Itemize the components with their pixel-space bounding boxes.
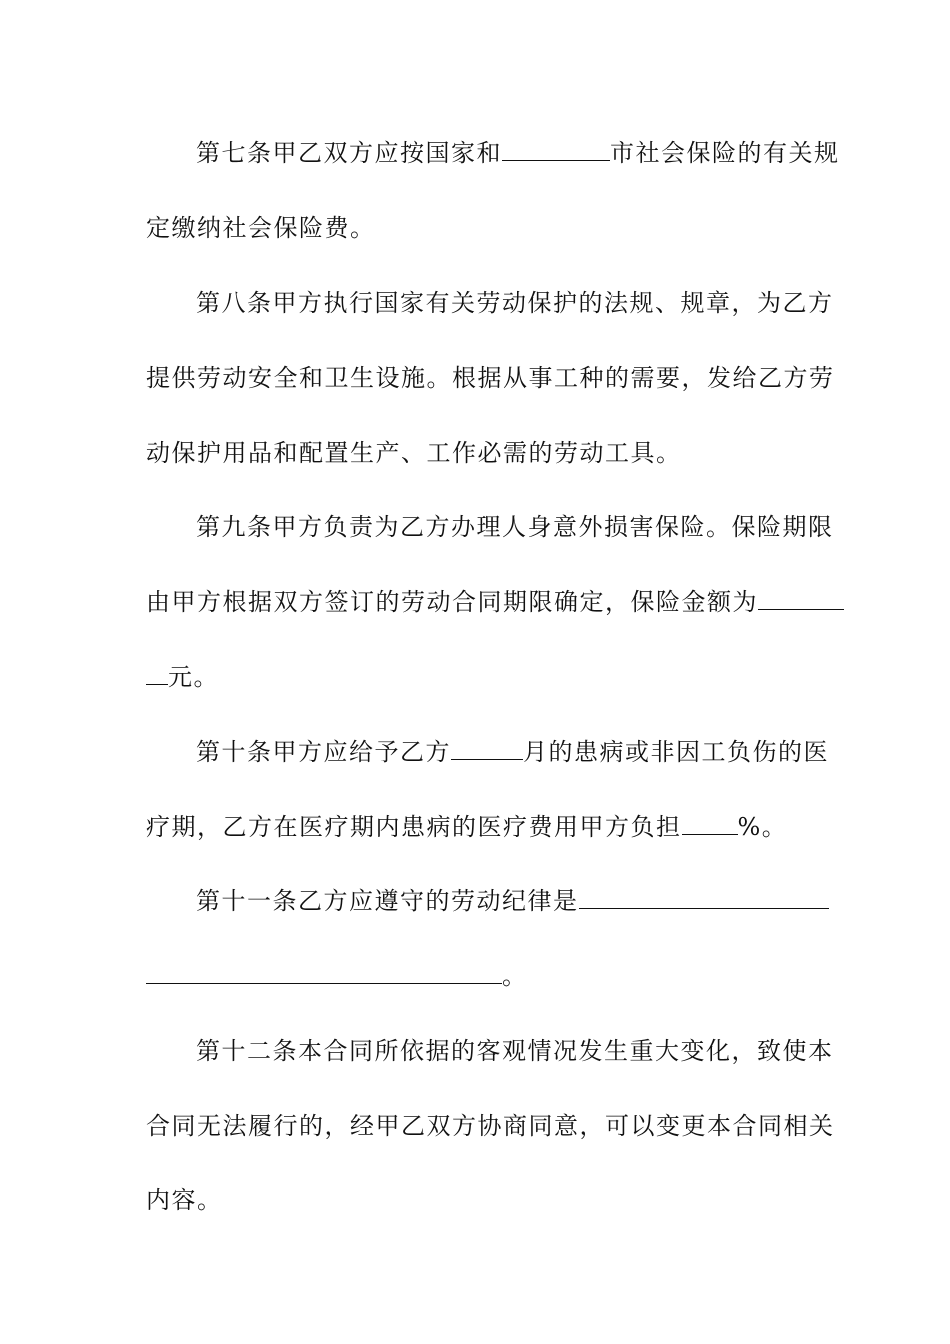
- fill-in-blank: [146, 961, 502, 984]
- article-8-line: [196, 288, 834, 318]
- article-9-line: [146, 662, 808, 692]
- text-segment: 月的患病或非因工负伤的医: [523, 738, 829, 766]
- text-segment: 第八条甲方执行国家有关劳动保护的法规、规章，为乙方: [196, 289, 834, 317]
- text-segment: 市社会保险的有关规: [610, 139, 840, 167]
- text-segment: 第七条甲乙双方应按国家和: [196, 139, 502, 167]
- article-9-line: [146, 587, 808, 617]
- article-12-line: [146, 1185, 808, 1215]
- article-7-line: [146, 213, 808, 243]
- text-segment: 第十二条本合同所依据的客观情况发生重大变化，致使本: [196, 1037, 834, 1065]
- fill-in-blank: [146, 662, 168, 685]
- article-9-line: [196, 512, 834, 542]
- article-12-line: [196, 1036, 834, 1066]
- text-segment: 第十一条乙方应遵守的劳动纪律是: [196, 887, 579, 915]
- text-segment: 内容。: [146, 1186, 223, 1214]
- fill-in-blank: [682, 812, 738, 835]
- fill-in-blank: [758, 587, 844, 610]
- text-segment: 动保护用品和配置生产、工作必需的劳动工具。: [146, 439, 682, 467]
- text-segment: %。: [737, 813, 788, 841]
- text-segment: 元。: [168, 663, 219, 691]
- article-11-line: [196, 886, 808, 916]
- fill-in-blank: [451, 737, 523, 760]
- text-segment: 。: [502, 962, 528, 990]
- article-10-line: [196, 737, 829, 767]
- text-segment: 疗期，乙方在医疗期内患病的医疗费用甲方负担: [146, 813, 682, 841]
- text-segment: 定缴纳社会保险费。: [146, 214, 376, 242]
- text-segment: 第十条甲方应给予乙方: [196, 738, 451, 766]
- article-12-line: [146, 1111, 835, 1141]
- article-10-line: [146, 812, 808, 842]
- text-segment: 合同无法履行的，经甲乙双方协商同意，可以变更本合同相关: [146, 1112, 835, 1140]
- text-segment: 由甲方根据双方签订的劳动合同期限确定，保险金额为: [146, 588, 758, 616]
- article-8-line: [146, 363, 835, 393]
- article-7-line: [196, 138, 840, 168]
- article-11-line: [146, 961, 808, 991]
- article-8-line: [146, 438, 808, 468]
- fill-in-blank: [579, 886, 829, 909]
- fill-in-blank: [502, 138, 610, 161]
- text-segment: 第九条甲方负责为乙方办理人身意外损害保险。保险期限: [196, 513, 834, 541]
- text-segment: 提供劳动安全和卫生设施。根据从事工种的需要，发给乙方劳: [146, 364, 835, 392]
